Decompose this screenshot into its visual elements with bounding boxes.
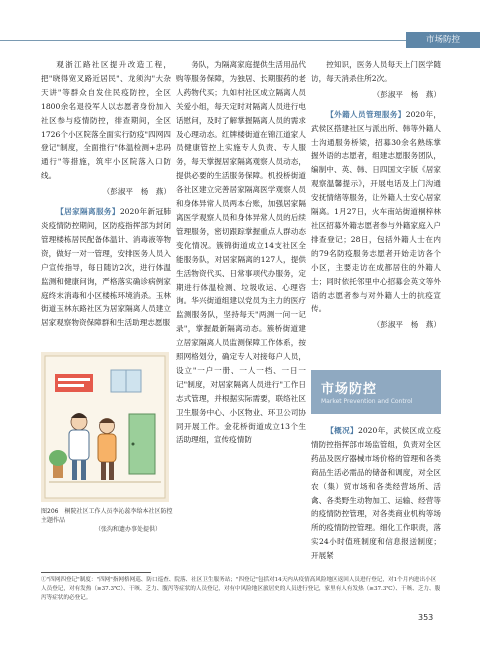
section-tab: 市场防控 [406,32,480,48]
section-title: 市场防控 [321,382,378,397]
paragraph: 【概况】2020年，武侯区成立疫情防控指挥部市场监管组，负责对全区药品及医疗器械市场价格的管理和各类商品生活必需品的储备和调度，对全区农（集）贸市场和各类经营场所、活禽、各类野生动物加工、运输、经营等的疫情防控管理，对各类商业机构等场所的疫情防控管理。细化工作职责，落实24小时值班制度和信息报送制度；开展紧 [311,426,441,561]
page-header [0,0,480,62]
entry-heading: 【外籍人员管理服务】 [326,109,406,119]
column-2 [176,58,306,447]
footnote-divider [41,572,151,573]
entry-heading: 【居家隔离服务】 [56,207,120,217]
section-subtitle: Market Prevention and Control [321,398,413,405]
caption-text: 图206 桐院社区工作人员李沁蕊李给本社区防控主题作品 [41,508,173,524]
paragraph: 【居家隔离服务】2020年新冠肺炎疫情防控期间，区防疫指挥部为封闭管理楼栋居民配备体温计、消毒液等物资，做好一对一管理，安排医务人员入户宣传指导，每日随访2次，进行体温监测和健康问询，严格落实确诊病例家庭终末消毒和小区楼栋环境消杀。玉林街道玉林东路社区为居家隔离人员建立居家观察物资保障群和生活助理志愿服 [41,207,171,328]
figure-artwork [41,352,169,502]
caption-source: （张沟和遗办事处提供） [94,526,161,533]
author-signature: （彭淑平 杨 燕） [102,187,171,197]
footnote: ①"四网四登记"制度："四网"指网格网巡、防口巡查、院落、社区卫生服务站；"四登记"包括对14天内从疫情高风险地区返回人员进行登记，对1个月内进出小区人员登记，对有发热（≥37.3℃）、干咳、乏力、腹泻等症状的人员登记，对有中风险地区旅居史的人员进行登记，家里有人有发热（≥37.3℃）、干咳、乏力、腹泻等症状的必登记。 [41,577,441,601]
paragraph: 观浙江路社区提升改造工程，把"晓得宽叉路近居民"、龙须沟"大杂天讲"等群众自发住民疫防控，全区1800余名退役军人以志愿者身份加入社区参与疫情防控，徘查期间，全区1726个小区院落全面实行防疫"四网四登记"制度，全面推行"体温检测+忠码通行"等措施，筑牢小区院落入口防线。 [41,60,171,181]
page-number: 353 [418,613,434,622]
paragraph: 【外籍人员管理服务】2020年，武侯区搭建社区与派出所、韩等外籍人士沟通服务桥梁，招募30余名熟练掌握外语的志愿者，组建志愿服务团队，编制中、英、韩、日四国文字版《居家观察温馨提示》，开展电话及上门沟通安抚情绪等服务，让外籍人士安心居家隔离。1月27日，火车南站街道桐梓林社区招募外籍志愿者参与外籍家庭入户排查登记；28日，包括外籍人士在内的79名防疫服务志愿者开始走访各个小区，主要走访在成都居住的外籍人士；同时依托邻里中心招募会英文等外语的志愿者参与对外籍人士的抗疫宣传。 [311,109,442,314]
paragraph: 务队，为隔离家庭提供生活用品代购等服务保障，为独居、长期服药的老人药物代买；九如村社区成立隔离人员关爱小组，每天定时对隔离人员进行电话慰问，及时了解掌握隔离人员的需求及心理动态。红牌楼街道在锦江道家人员健康管控上实施专人负责、专人服务，每天掌握居家隔离观察人员动态，提供必要的生活服务保障。机投桥街道各社区建立完善居家隔离医学观察人员和身体异常人员两本台账，加强居家隔离医学观察人员和身体异常人员的后续管理服务，密切跟踪掌握重点人群动态变化情况。簇锦街道成立14支社区全能服务队，对居家隔离的127人，提供生活物资代买、日常事项代办服务，定期进行体温检测、垃圾收运、心理咨询。华兴街道组建以党员为主力的医疗监测服务队，坚持每天"两测一问一记录"，掌握最新隔离动态。簇桥街道建立居家隔离人员监测保障工作体系，按照网格划分，确定专人对接每户人员，设立"一户一册、一人一档、一日一记"制度，对居家隔离人员进行"工作日志式管理，并根据实际需要，联络社区卫生服务中心、小区物业、环卫公司协同开展工作。金花桥街道成立13个生活助理组，宣传疫情防 [176,60,306,445]
column-3 [311,58,441,338]
figure-caption [41,507,175,534]
header-divider [0,40,420,41]
column-3-lower [311,424,441,563]
author-signature: （彭淑平 杨 燕） [372,89,441,99]
paragraph: 控知识，医务人员每天上门医学随访，每天消杀住所2次。 [311,60,441,83]
community-artwork-image [41,352,169,502]
entry-heading: 【概况】 [326,426,359,435]
section-title-box [311,370,441,414]
author-signature: （彭淑平 杨 燕） [372,320,441,330]
column-1 [41,58,171,330]
